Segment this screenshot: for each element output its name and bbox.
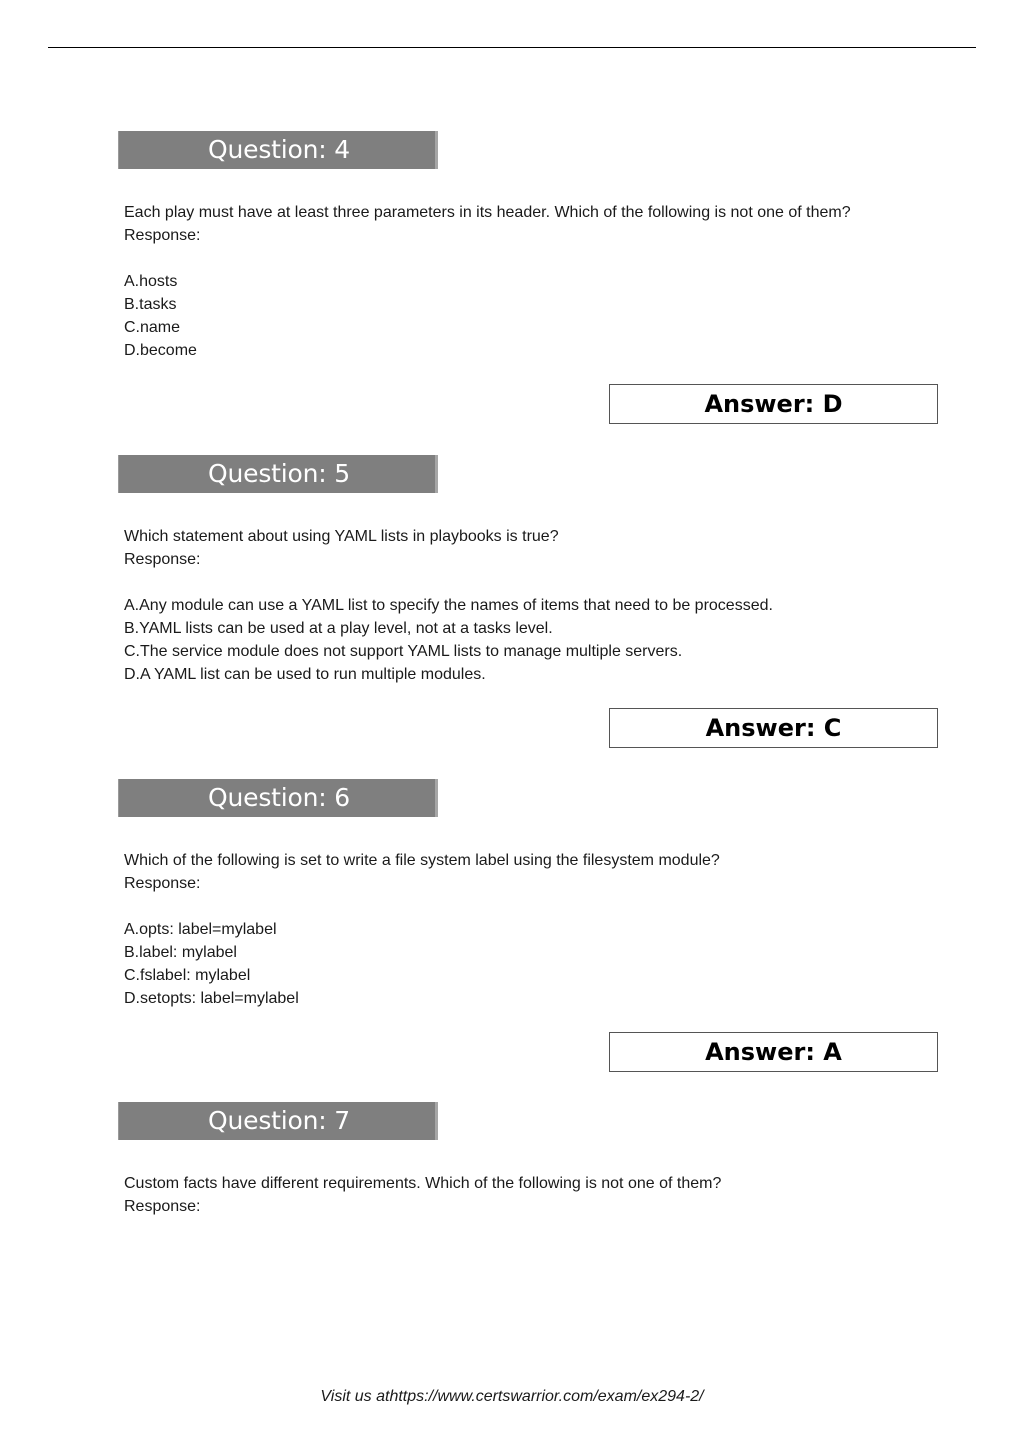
option-a: A.hosts bbox=[124, 273, 178, 290]
option-d: D.setopts: label=mylabel bbox=[124, 990, 299, 1007]
question-text: Which statement about using YAML lists in playbooks is true? bbox=[124, 528, 559, 545]
option-b: B.tasks bbox=[124, 296, 177, 313]
footer-link[interactable]: Visit us athttps://www.certswarrior.com/exam/ex294-2/ bbox=[320, 1388, 704, 1405]
question-body bbox=[124, 201, 944, 359]
answer-box bbox=[609, 384, 938, 424]
question-text: Each play must have at least three parameters in its header. Which of the following is not one of them? bbox=[124, 204, 851, 221]
option-b: B.label: mylabel bbox=[124, 944, 237, 961]
response-label: Response: bbox=[124, 227, 201, 244]
question-body bbox=[124, 1172, 944, 1218]
options-list bbox=[124, 594, 944, 683]
question-title: Question: 4 bbox=[208, 135, 350, 164]
question-text: Custom facts have different requirements. Which of the following is not one of them? bbox=[124, 1175, 722, 1192]
option-d: D.A YAML list can be used to run multiple modules. bbox=[124, 666, 486, 683]
option-d: D.become bbox=[124, 342, 197, 359]
question-header bbox=[118, 1102, 438, 1140]
option-a: A.opts: label=mylabel bbox=[124, 921, 277, 938]
question-header bbox=[118, 131, 438, 169]
options-list bbox=[124, 918, 944, 1007]
answer-text: Answer: A bbox=[705, 1038, 842, 1066]
question-title: Question: 7 bbox=[208, 1106, 350, 1135]
option-c: C.name bbox=[124, 319, 181, 336]
question-header bbox=[118, 779, 438, 817]
response-label: Response: bbox=[124, 1198, 201, 1215]
question-header bbox=[118, 455, 438, 493]
options-list bbox=[124, 270, 944, 359]
option-b: B.YAML lists can be used at a play level, not at a tasks level. bbox=[124, 620, 553, 637]
answer-box bbox=[609, 1032, 938, 1072]
option-c: C.The service module does not support YAML lists to manage multiple servers. bbox=[124, 643, 683, 660]
answer-text: Answer: C bbox=[705, 714, 842, 742]
answer-text: Answer: D bbox=[704, 390, 843, 418]
answer-box bbox=[609, 708, 938, 748]
question-text: Which of the following is set to write a file system label using the filesystem module? bbox=[124, 852, 720, 869]
top-rule bbox=[48, 47, 976, 48]
question-title: Question: 5 bbox=[208, 459, 350, 488]
response-label: Response: bbox=[124, 875, 201, 892]
question-title: Question: 6 bbox=[208, 783, 350, 812]
question-body bbox=[124, 849, 944, 1007]
question-body bbox=[124, 525, 944, 683]
option-a: A.Any module can use a YAML list to specify the names of items that need to be processed. bbox=[124, 597, 773, 614]
option-c: C.fslabel: mylabel bbox=[124, 967, 251, 984]
response-label: Response: bbox=[124, 551, 201, 568]
